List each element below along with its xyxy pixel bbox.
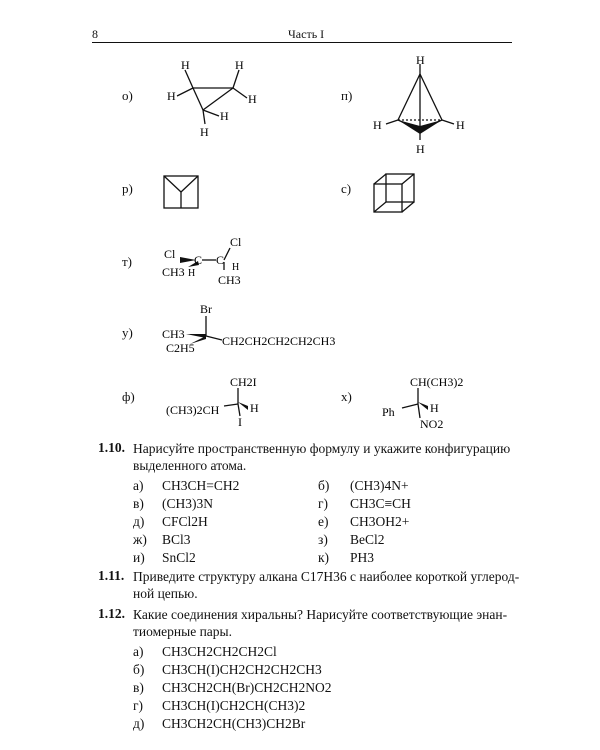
dichloro-structure (158, 232, 268, 290)
item-formula: (CH3)3N (162, 496, 213, 511)
item-formula: (CH3)4N+ (350, 478, 409, 493)
atom-cl-right: Cl (230, 235, 242, 249)
bromo-structure (158, 300, 358, 356)
atom-h-top: H (416, 53, 425, 67)
running-header: Часть I (288, 27, 325, 41)
atom-c-right: C (216, 253, 225, 267)
item-label: е) (318, 514, 329, 529)
item-label: к) (318, 550, 330, 565)
structure-label-h: х) (341, 389, 352, 404)
item-label: в) (133, 496, 144, 511)
atom-c2h5: C2H5 (166, 341, 195, 355)
tetrahedrane-structure (370, 52, 480, 157)
item-label: д) (133, 716, 145, 731)
cubane-structure (370, 170, 420, 216)
item-formula: PH3 (350, 550, 375, 565)
atom-h: H (250, 401, 259, 415)
item-formula: CH3C≡CH (350, 496, 411, 511)
item-label: г) (133, 698, 144, 713)
problem-text-line: тиомерные пары. (133, 624, 232, 639)
structure-label-r: р) (122, 181, 133, 196)
atom-h-bottom: H (416, 142, 425, 156)
atom-isopropyl: CH(CH3)2 (410, 375, 464, 389)
bicyclic-square-structure (160, 172, 206, 212)
atom-cl-left: Cl (164, 247, 176, 261)
problem-number: 1.12. (98, 606, 125, 621)
atom-h2: H (167, 89, 176, 103)
item-label: а) (133, 644, 144, 659)
nitro-structure (380, 372, 490, 434)
atom-h5: H (200, 125, 209, 139)
item-formula: CH3CH2CH(Br)CH2CH2NO2 (162, 680, 332, 695)
atom-i: I (238, 415, 242, 429)
item-formula: CH3CH(I)CH2CH2CH2CH3 (162, 662, 322, 677)
item-formula: SnCl2 (162, 550, 196, 565)
item-label: д) (133, 514, 145, 529)
item-formula: BCl3 (162, 532, 191, 547)
item-formula: CH3CH=CH2 (162, 478, 240, 493)
atom-h3: H (235, 58, 244, 72)
atom-h1: H (181, 58, 190, 72)
item-formula: CH3CH2CH(CH3)CH2Br (162, 716, 306, 731)
structure-label-p: п) (341, 88, 353, 103)
item-label: ж) (133, 532, 147, 547)
problem-text-line: Нарисуйте пространственную формулу и укажите конфигурацию (133, 441, 511, 456)
problem-text-line: Какие соединения хиральны? Нарисуйте соответствующие энан- (133, 607, 508, 622)
problem-text-line: Приведите структуру алкана C17H36 с наиболее короткой углерод- (133, 569, 520, 584)
atom-h: H (430, 401, 439, 415)
atom-h-left: H (188, 268, 196, 279)
item-label: и) (133, 550, 145, 565)
atom-ph: Ph (382, 405, 395, 419)
atom-br: Br (200, 302, 212, 316)
item-label: б) (133, 662, 145, 677)
structure-label-u: у) (122, 325, 133, 340)
atom-ch3-left: CH3 (162, 265, 185, 279)
structure-label-t: т) (122, 254, 133, 269)
item-formula: CH3CH(I)CH2CH(CH3)2 (162, 698, 306, 713)
atom-ch3: CH3 (162, 327, 185, 341)
structure-label-f: ф) (122, 389, 135, 404)
item-label: в) (133, 680, 144, 695)
item-label: г) (318, 496, 329, 511)
iodo-structure (164, 372, 304, 432)
problem-text-line: выделенного атома. (133, 458, 247, 473)
atom-ch3-right: CH3 (218, 273, 241, 287)
problem-number: 1.11. (98, 568, 125, 583)
page-number: 8 (92, 27, 98, 41)
atom-h-right: H (232, 262, 240, 273)
problem-text-line: ной цепью. (133, 586, 198, 601)
item-label: з) (318, 532, 328, 547)
atom-no2: NO2 (420, 417, 444, 431)
item-formula: CFCl2H (162, 514, 208, 529)
structure-label-o: о) (122, 88, 133, 103)
atom-ch2i: CH2I (230, 375, 257, 389)
atom-c-left: C (194, 253, 203, 267)
atom-h-right: H (456, 118, 465, 132)
atom-h4: H (248, 92, 257, 106)
header-rule (92, 42, 512, 43)
item-formula: CH3OH2+ (350, 514, 410, 529)
item-formula: CH3CH2CH2CH2Cl (162, 644, 277, 659)
structure-label-s: с) (341, 181, 352, 196)
atom-h6: H (220, 109, 229, 123)
item-label: б) (318, 478, 330, 493)
atom-h-left: H (373, 118, 382, 132)
atom-pentyl: CH2CH2CH2CH2CH3 (222, 334, 336, 348)
problem-number: 1.10. (98, 440, 125, 455)
cyclopropane-structure (155, 58, 265, 140)
item-label: а) (133, 478, 144, 493)
atom-isopropyl: (CH3)2CH (166, 403, 220, 417)
item-formula: BeCl2 (350, 532, 385, 547)
